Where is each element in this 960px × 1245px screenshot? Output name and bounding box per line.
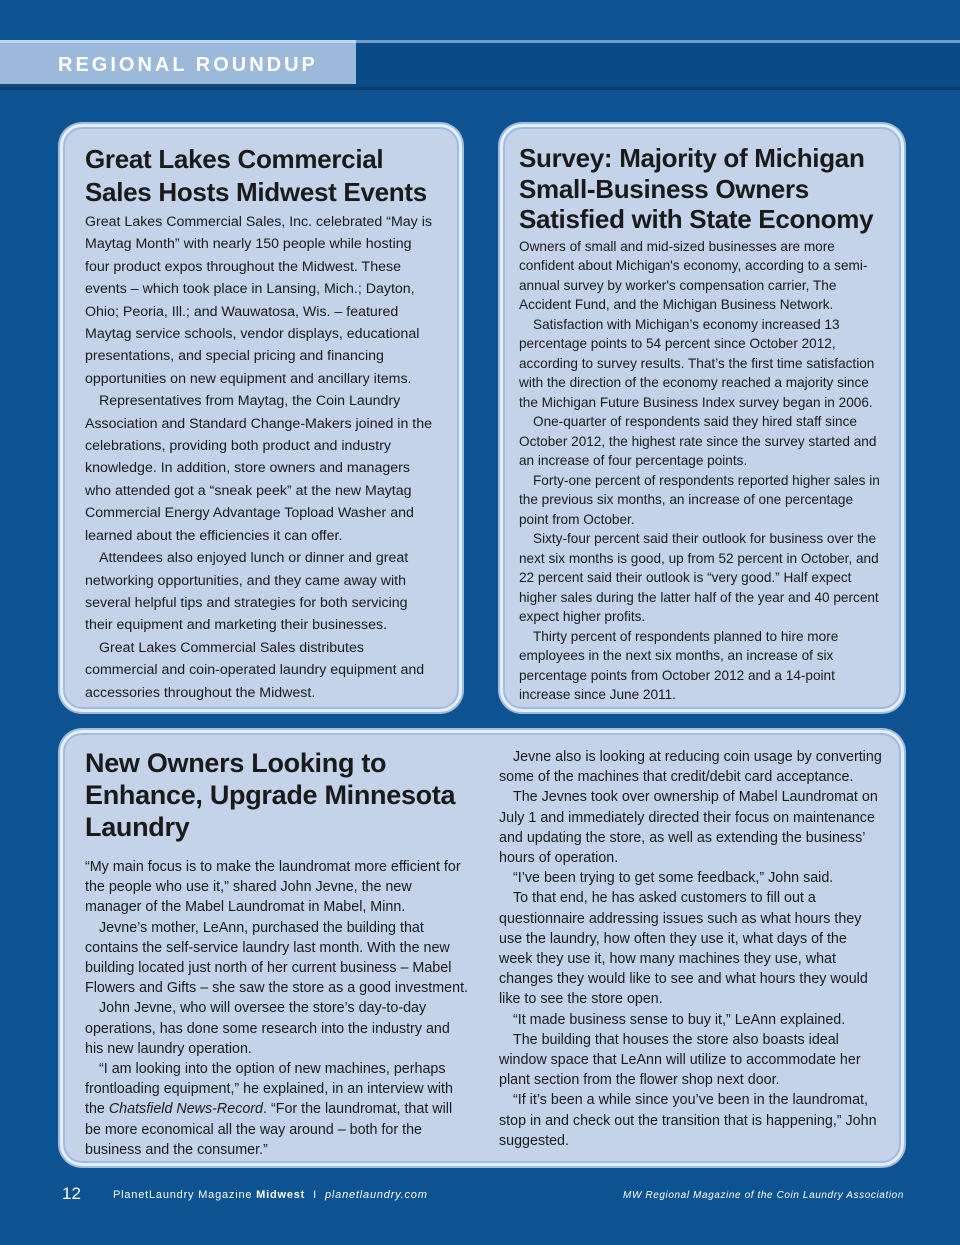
paragraph: The Jevnes took over ownership of Mabel Laundromat on July 1 and immediately directed their focus on maintenance and updating the store, as well as extending the business’ hours of operation. bbox=[499, 789, 878, 867]
paragraph: Forty-one percent of respondents reported higher sales in the previous six months, an increase of one percentage point from October. bbox=[519, 472, 880, 527]
article-survey bbox=[500, 124, 904, 712]
paragraph: Owners of small and mid-sized businesses are more confident about Michigan's economy, according to a semi-annual survey by worker's compensation carrier, The Accident Fund, and the Michigan Business Network. bbox=[519, 238, 868, 312]
edition-name: Midwest bbox=[256, 1189, 306, 1201]
footer-tagline: MW Regional Magazine of the Coin Laundry Association bbox=[623, 1190, 904, 1201]
article-column-left bbox=[85, 857, 469, 1160]
paragraph: Great Lakes Commercial Sales, Inc. celebrated “May is Maytag Month” with nearly 150 people while hosting four product expos throughout the Midwest. These events – which took place in Lansing, Mich.; Dayton, Ohio; Peoria, Ill.; and Wauwatosa, Wis. – featured Maytag service schools, vendor displays, educational presentations, and special pricing and financing opportunities on new equipment and ancillary items. bbox=[85, 214, 432, 387]
paragraph: Sixty-four percent said their outlook for business over the next six months is good, up from 52 percent in October, and 22 percent said their outlook is “very good.” Half expect higher sales during the latter half of the year and 40 percent expect higher profits. bbox=[519, 531, 879, 624]
paragraph: Satisfaction with Michigan’s economy increased 13 percentage points to 54 percent since October 2012, according to survey results. That’s the first time satisfaction with the direction of the economy reached a majority since the Michigan Future Business Index survey began in 2006. bbox=[519, 316, 875, 410]
paragraph: “If it’s been a while since you’ve been in the laundromat, stop in and check out the transition that is happening,” John suggested. bbox=[499, 1092, 877, 1149]
article-body bbox=[85, 211, 439, 704]
article-body bbox=[519, 237, 885, 705]
paragraph: Jevne also is looking at reducing coin usage by converting some of the machines that credit/debit card acceptance. bbox=[499, 749, 882, 786]
paragraph: “It made business sense to buy it,” LeAnn explained. bbox=[513, 1011, 846, 1028]
paragraph: Thirty percent of respondents planned to hire more employees in the next six months, an increase of six percentage points from October 2012 and a 14-point increase since June 2011. bbox=[519, 628, 839, 702]
article-headline: Great Lakes Commercial Sales Hosts Midwest Events bbox=[85, 144, 427, 207]
paragraph: Jevne’s mother, LeAnn, purchased the building that contains the self-service laundry last month. With the new building located just north of her current business – Mabel Flowers and Gifts – she saw the store as a good investment. bbox=[85, 919, 469, 997]
paragraph: One-quarter of respondents said they hired staff since October 2012, the highest rate since the survey started and an increase of four percentage points. bbox=[519, 414, 877, 468]
footer-separator: I bbox=[313, 1189, 318, 1201]
article-headline: Survey: Majority of Michigan Small-Business Owners Satisfied with State Economy bbox=[519, 143, 874, 234]
website-link[interactable]: planetlaundry.com bbox=[325, 1189, 428, 1201]
paragraph: To that end, he has asked customers to fill out a questionnaire addressing issues such as what hours they use the laundry, how often they use it, what days of the week they use it, how many machines they use, what changes they would like to see and what hours they would like to see the store open. bbox=[499, 890, 868, 1008]
article-column-right bbox=[499, 747, 883, 1151]
article-great-lakes bbox=[60, 124, 462, 712]
article-minnesota bbox=[60, 730, 904, 1166]
quote-text: . “For the laundromat, that will be more economical all the way around – both for the business and the consumer.” bbox=[85, 1101, 453, 1158]
paragraph: Great Lakes Commercial Sales distributes commercial and coin-operated laundry equipment and accessories throughout the Midwest. bbox=[85, 639, 425, 701]
paragraph bbox=[85, 1059, 469, 1160]
section-title: REGIONAL ROUNDUP bbox=[0, 40, 356, 84]
paragraph: “My main focus is to make the laundromat more efficient for the people who use it,” shared John Jevne, the new manager of the Mabel Laundromat in Mabel, Minn. bbox=[85, 859, 461, 916]
headline-wrap bbox=[85, 747, 485, 847]
magazine-name: PlanetLaundry Magazine bbox=[113, 1189, 253, 1201]
paragraph: “I’ve been trying to get some feedback,” John said. bbox=[513, 870, 834, 887]
page-footer bbox=[0, 1184, 960, 1208]
paragraph: The building that houses the store also boasts ideal window space that LeAnn will utilize to accommodate her plant section from the flower shop next door. bbox=[499, 1031, 861, 1089]
publication-name: Chatsfield News-Record bbox=[108, 1101, 264, 1118]
footer-publication bbox=[113, 1189, 428, 1201]
paragraph: Attendees also enjoyed lunch or dinner and great networking opportunities, and they came away with several helpful tips and strategies for both servicing their equipment and marketing their businesses. bbox=[85, 550, 409, 634]
article-headline: New Owners Looking to Enhance, Upgrade Minnesota Laundry bbox=[85, 748, 456, 842]
paragraph: Representatives from Maytag, the Coin Laundry Association and Standard Change-Makers joined in the celebrations, providing both product and industry knowledge. In addition, store owners and managers who attended got a “sneak peek” at the new Maytag Commercial Energy Advantage Topload Washer and learned about the efficiencies it can offer. bbox=[85, 393, 433, 544]
paragraph: John Jevne, who will oversee the store’s day-to-day operations, has done some research into the industry and his new laundry operation. bbox=[85, 1000, 450, 1057]
page-number: 12 bbox=[62, 1184, 81, 1203]
quote-text: “I am looking into the option of new machines, perhaps frontloading equipment,” he explained, in an interview with the bbox=[85, 1061, 453, 1118]
